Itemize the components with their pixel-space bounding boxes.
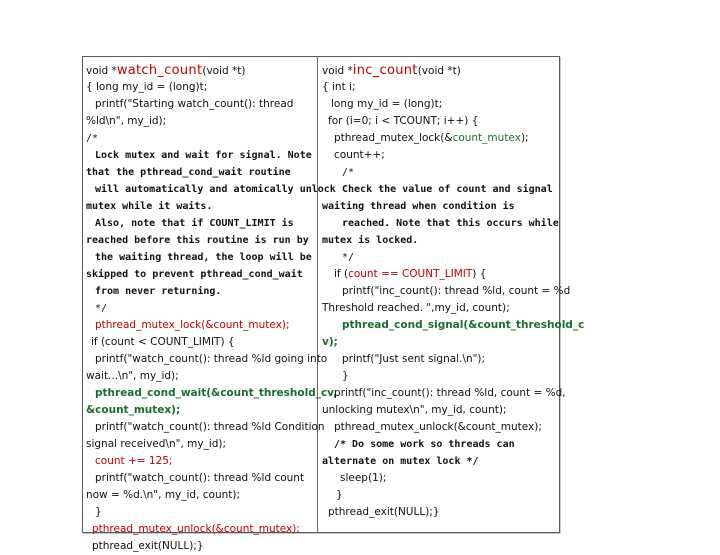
- code-line: pthread_cond_wait(&count_threshold_cv,: [95, 387, 338, 399]
- code-line: pthread_exit(NULL);}: [328, 506, 440, 518]
- code-line: for (i=0; i < TCOUNT; i++) {: [328, 115, 479, 127]
- code-line: printf("Just sent signal.\n");: [342, 353, 486, 365]
- function-name: inc_count: [352, 63, 418, 78]
- code-line: sleep(1);: [340, 472, 387, 484]
- code-line: }: [336, 489, 343, 501]
- code-line: count++;: [334, 149, 385, 161]
- code-line: v);: [322, 336, 338, 348]
- code-line: unlocking mutex\n", my_id, count);: [322, 404, 507, 416]
- code-line: printf("watch_count(): thread %ld count: [95, 472, 305, 484]
- code-line: &count_mutex);: [86, 404, 181, 416]
- comment-line: */: [95, 303, 108, 314]
- code-line: Threshold reached. ",my_id, count);: [322, 302, 510, 314]
- function-header: void *watch_count(void *t): [86, 63, 246, 78]
- comment-line: */: [342, 252, 355, 263]
- comment-line: skipped to prevent pthread_cond_wait: [86, 269, 303, 280]
- comment-line: /* Do some work so threads can: [334, 439, 515, 450]
- code-line: }: [342, 370, 349, 382]
- code-line: long my_id = (long)t;: [331, 98, 443, 110]
- code-line: wait...\n", my_id);: [86, 370, 179, 382]
- code-line: pthread_exit(NULL);}: [92, 540, 204, 552]
- code-line: { int i;: [322, 81, 356, 93]
- comment-line: will automatically and atomically unlock: [95, 184, 336, 195]
- comment-line: waiting thread when condition is: [322, 201, 515, 212]
- comment-line: /*: [86, 133, 99, 144]
- comment-line: reached before this routine is run by: [86, 235, 309, 246]
- comment-line: the waiting thread, the loop will be: [95, 252, 312, 263]
- code-line: pthread_cond_signal(&count_threshold_c: [342, 319, 585, 331]
- code-line: pthread_mutex_unlock(&count_mutex);: [334, 421, 542, 433]
- code-line: printf("Starting watch_count(): thread: [95, 98, 294, 110]
- code-line: %ld\n", my_id);: [86, 115, 167, 127]
- comment-line: Lock mutex and wait for signal. Note: [95, 150, 312, 161]
- code-line: printf("watch_count(): thread %ld Condition: [95, 421, 325, 433]
- comment-line: alternate on mutex lock */: [322, 456, 479, 467]
- inc-count-column: [322, 62, 585, 521]
- code-line: signal received\n", my_id);: [86, 438, 227, 450]
- code-line: printf("inc_count(): thread %ld, count = %d,: [334, 387, 566, 399]
- column-divider: [317, 56, 318, 533]
- comment-line: /*: [342, 167, 355, 178]
- comment-line: from never returning.: [95, 286, 222, 297]
- watch-count-column: [86, 62, 338, 555]
- comment-line: Also, note that if COUNT_LIMIT is: [95, 218, 294, 229]
- code-line: now = %d.\n", my_id, count);: [86, 489, 241, 501]
- code-line: pthread_mutex_lock(&count_mutex);: [95, 319, 290, 331]
- code-line: if (count < COUNT_LIMIT) {: [91, 336, 235, 348]
- comment-line: Check the value of count and signal: [342, 184, 553, 195]
- function-header: void *inc_count(void *t): [322, 63, 461, 78]
- code-line: count += 125;: [95, 455, 173, 467]
- code-line: printf("inc_count(): thread %ld, count = %d: [342, 285, 571, 297]
- code-line: { long my_id = (long)t;: [86, 81, 208, 93]
- code-line: }: [95, 506, 102, 518]
- comment-line: mutex while it waits.: [86, 201, 213, 212]
- code-line: pthread_mutex_lock(&count_mutex);: [334, 132, 529, 144]
- function-name: watch_count: [116, 63, 203, 78]
- comment-line: reached. Note that this occurs while: [342, 218, 559, 229]
- comment-line: mutex is locked.: [322, 235, 419, 246]
- comment-line: that the pthread_cond_wait routine: [86, 167, 291, 178]
- code-line: if (count == COUNT_LIMIT) {: [334, 268, 487, 280]
- code-line: printf("watch_count(): thread %ld going into: [95, 353, 328, 365]
- code-line: pthread_mutex_unlock(&count_mutex);: [92, 523, 300, 535]
